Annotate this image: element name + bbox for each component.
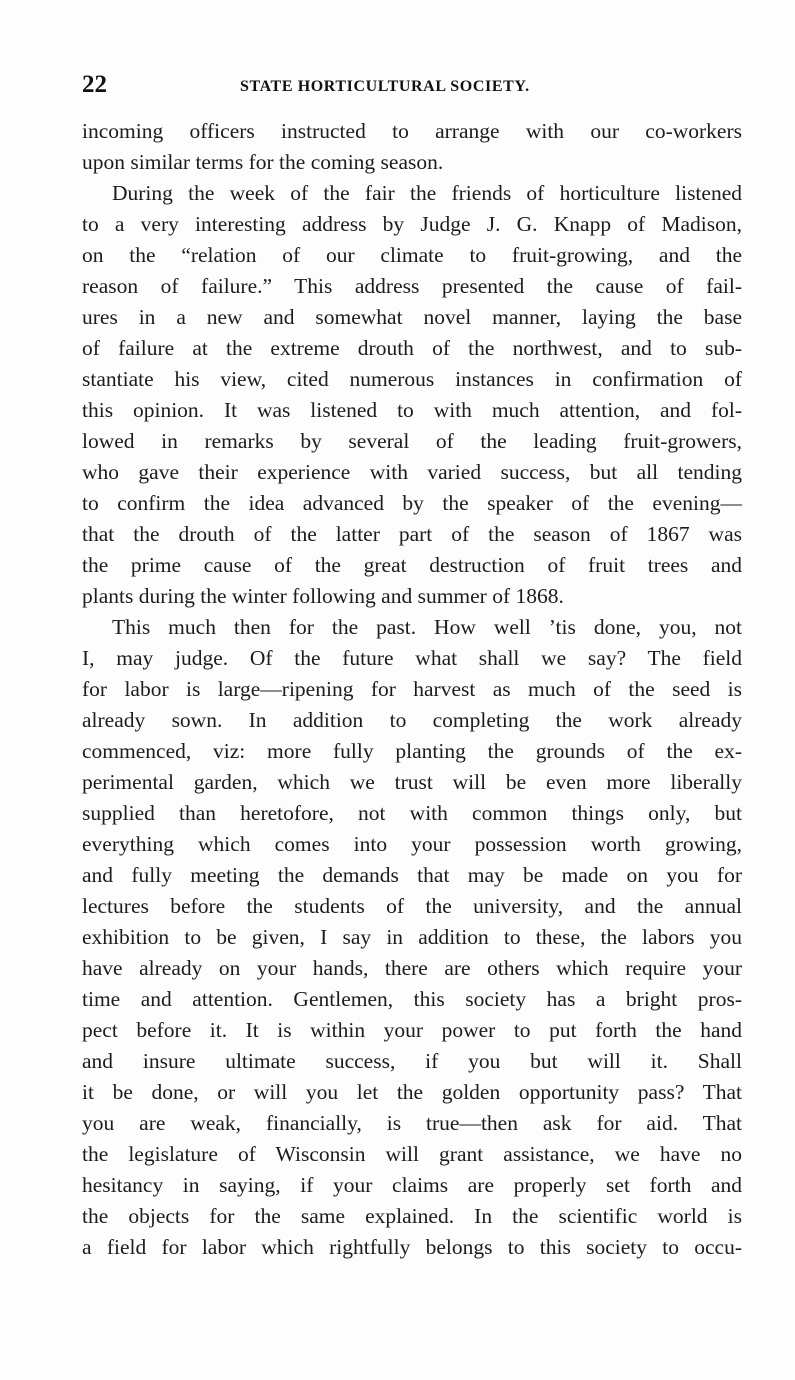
text-line: commenced, viz: more fully planting the grounds of the ex- <box>82 739 742 763</box>
text-line: this opinion. It was listened to with much attention, and fol- <box>82 398 742 422</box>
text-line: hesitancy in saying, if your claims are properly set forth and <box>82 1173 742 1197</box>
text-line: who gave their experience with varied success, but all tending <box>82 460 742 484</box>
text-line: and insure ultimate success, if you but will it. Shall <box>82 1049 742 1073</box>
text-line: already sown. In addition to completing the work already <box>82 708 742 732</box>
text-line: to a very interesting address by Judge J. G. Knapp of Madison, <box>82 212 742 236</box>
text-line: lectures before the students of the university, and the annual <box>82 894 742 918</box>
text-line: pect before it. It is within your power to put forth the hand <box>82 1018 742 1042</box>
page-header <box>82 70 742 104</box>
text-line: lowed in remarks by several of the leading fruit-growers, <box>82 429 742 453</box>
text-line: time and attention. Gentlemen, this society has a bright pros- <box>82 987 742 1011</box>
text-line: This much then for the past. How well ’tis done, you, not <box>112 615 742 639</box>
text-line: reason of failure.” This address presented the cause of fail- <box>82 274 742 298</box>
text-line: the objects for the same explained. In the scientific world is <box>82 1204 742 1228</box>
text-line: you are weak, financially, is true—then ask for aid. That <box>82 1111 742 1135</box>
text-line: exhibition to be given, I say in addition to these, the labors you <box>82 925 742 949</box>
text-line: a field for labor which rightfully belongs to this society to occu- <box>82 1235 742 1259</box>
body-text <box>82 116 742 1263</box>
page-number: 22 <box>82 71 107 98</box>
text-line: plants during the winter following and summer of 1868. <box>82 584 564 608</box>
text-line: it be done, or will you let the golden opportunity pass? That <box>82 1080 742 1104</box>
text-line: upon similar terms for the coming season. <box>82 150 444 174</box>
text-line: ures in a new and somewhat novel manner, laying the base <box>82 305 742 329</box>
running-head: STATE HORTICULTURAL SOCIETY. <box>240 78 530 95</box>
text-line: the legislature of Wisconsin will grant assistance, we have no <box>82 1142 742 1166</box>
text-line: the prime cause of the great destruction of fruit trees and <box>82 553 742 577</box>
text-line: perimental garden, which we trust will be even more liberally <box>82 770 742 794</box>
text-line: supplied than heretofore, not with common things only, but <box>82 801 742 825</box>
text-line: of failure at the extreme drouth of the northwest, and to sub- <box>82 336 742 360</box>
text-line: have already on your hands, there are others which require your <box>82 956 742 980</box>
text-line: stantiate his view, cited numerous instances in confirmation of <box>82 367 742 391</box>
text-line: everything which comes into your possession worth growing, <box>82 832 742 856</box>
text-line: that the drouth of the latter part of the season of 1867 was <box>82 522 742 546</box>
text-line: I, may judge. Of the future what shall we say? The field <box>82 646 742 670</box>
text-line: and fully meeting the demands that may be made on you for <box>82 863 742 887</box>
text-line: on the “relation of our climate to fruit-growing, and the <box>82 243 742 267</box>
text-line: for labor is large—ripening for harvest as much of the seed is <box>82 677 742 701</box>
text-line: incoming officers instructed to arrange with our co-workers <box>82 119 742 143</box>
text-line: to confirm the idea advanced by the speaker of the evening— <box>82 491 742 515</box>
text-line: During the week of the fair the friends of horticulture listened <box>112 181 742 205</box>
